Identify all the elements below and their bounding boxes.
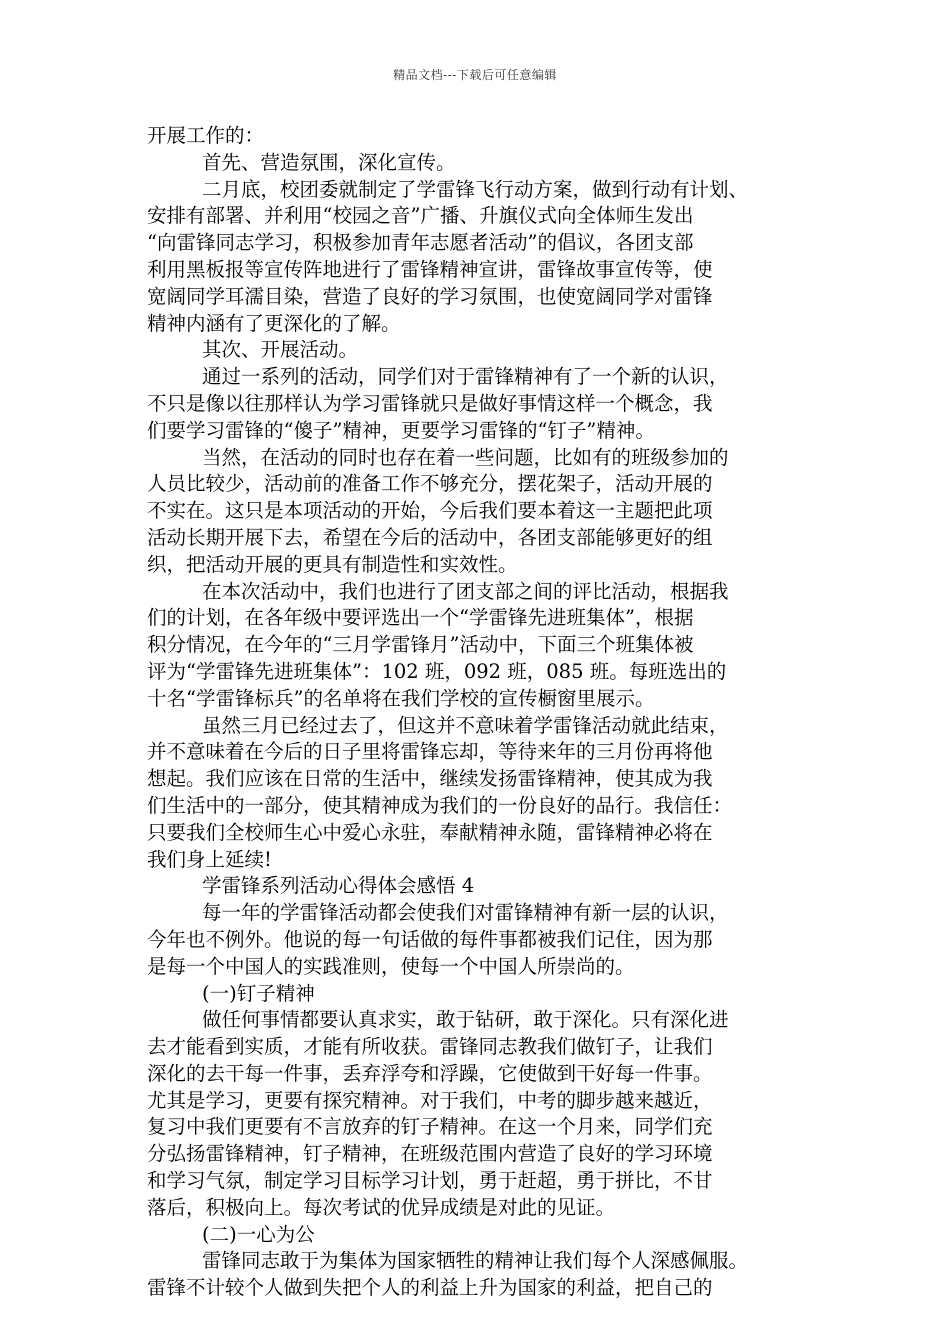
text-line: 不实在。这只是本项活动的开始，今后我们要本着这一主题把此项 (147, 499, 713, 523)
text-line: 积分情况，在今年的“三月学雷锋月”活动中，下面三个班集体被 (147, 633, 694, 657)
text-line: 雷锋不计较个人做到失把个人的利益上升为国家的利益，把自己的 (147, 1276, 713, 1300)
text-line: 开展工作的： (147, 124, 265, 147)
text-line: 二月底，校团委就制定了学雷锋飞行动方案，做到行动有计划、 (202, 177, 749, 201)
text-line: 并不意味着在今后的日子里将雷锋忘却，等待来年的三月份再将他 (147, 740, 713, 764)
text-line: “向雷锋同志学习，积极参加青年志愿者活动”的倡议，各团支部 (147, 231, 694, 255)
page-header: 精品文档---下载后可任意编辑 (393, 68, 557, 82)
document-body (147, 123, 827, 1302)
text-line: 虽然三月已经过去了，但这并不意味着学雷锋活动就此结束， (202, 713, 729, 737)
text-line: 其次、开展活动。 (202, 338, 359, 362)
text-line: 通过一系列的活动，同学们对于雷锋精神有了一个新的认识， (202, 365, 729, 389)
text-line: 评为“学雷锋先进班集体”：102 班，092 班，085 班。每班选出的 (147, 659, 727, 683)
text-line: 复习中我们更要有不言放弃的钉子精神。在这一个月来，同学们充 (147, 1115, 713, 1139)
text-line: 学雷锋系列活动心得体会感悟 4 (202, 874, 475, 898)
text-line: 织，把活动开展的更具有制造性和实效性。 (147, 552, 518, 576)
text-line: 们生活中的一部分，使其精神成为我们的一份良好的品行。我信任： (147, 793, 733, 817)
text-line: 宽阔同学耳濡目染，营造了良好的学习氛围，也使宽阔同学对雷锋 (147, 284, 713, 308)
text-line: 我们身上延续! (147, 847, 272, 871)
text-line: 是每一个中国人的实践准则，使每一个中国人所崇尚的。 (147, 954, 635, 978)
text-line: 们的计划，在各年级中要评选出一个“学雷锋先进班集体”，根据 (147, 606, 694, 630)
text-line: 每一年的学雷锋活动都会使我们对雷锋精神有新一层的认识， (202, 901, 729, 925)
text-line: 利用黑板报等宣传阵地进行了雷锋精神宣讲，雷锋故事宣传等，使 (147, 257, 713, 281)
text-line: 只要我们全校师生心中爱心永驻，奉献精神永随，雷锋精神必将在 (147, 820, 713, 844)
text-line: (二)一心为公 (202, 1222, 315, 1246)
text-line: 想起。我们应该在日常的生活中，继续发扬雷锋精神，使其成为我 (147, 767, 713, 791)
text-line: 落后，积极向上。每次考试的优异成绩是对此的见证。 (147, 1195, 616, 1219)
text-line: 雷锋同志敢于为集体为国家牺牲的精神让我们每个人深感佩服。 (202, 1249, 749, 1273)
text-line: 和学习气氛，制定学习目标学习计划，勇于赶超，勇于拼比，不甘 (147, 1169, 713, 1193)
text-line: 深化的去干每一件事，丢弃浮夸和浮躁，它使做到干好每一件事。 (147, 1061, 713, 1085)
text-line: 做任何事情都要认真求实，敢于钻研，敢于深化。只有深化进 (202, 1008, 729, 1032)
text-line: 去才能看到实质，才能有所收获。雷锋同志教我们做钉子，让我们 (147, 1035, 713, 1059)
text-line: 分弘扬雷锋精神，钉子精神，在班级范围内营造了良好的学习环境 (147, 1142, 713, 1166)
text-line: 首先、营造氛围，深化宣传。 (202, 150, 456, 174)
text-line: (一)钉子精神 (202, 981, 315, 1005)
text-line: 人员比较少，活动前的准备工作不够充分，摆花架子，活动开展的 (147, 472, 713, 496)
text-line: 当然，在活动的同时也存在着一些问题，比如有的班级参加的 (202, 445, 729, 469)
text-line: 安排有部署、并利用“校园之音”广播、升旗仪式向全体师生发出 (147, 204, 694, 228)
text-line: 今年也不例外。他说的每一句话做的每件事都被我们记住，因为那 (147, 927, 713, 951)
text-line: 不只是像以往那样认为学习雷锋就只是做好事情这样一个概念，我 (147, 391, 713, 415)
text-line: 们要学习雷锋的“傻子”精神，更要学习雷锋的“钉子”精神。 (147, 418, 655, 442)
text-line: 活动长期开展下去，希望在今后的活动中，各团支部能够更好的组 (147, 525, 713, 549)
text-line: 尤其是学习，更要有探究精神。对于我们，中考的脚步越来越近， (147, 1088, 713, 1112)
text-line: 十名“学雷锋标兵”的名单将在我们学校的宣传橱窗里展示。 (147, 686, 655, 710)
text-line: 精神内涵有了更深化的了解。 (147, 311, 401, 335)
text-line: 在本次活动中，我们也进行了团支部之间的评比活动，根据我 (202, 579, 729, 603)
